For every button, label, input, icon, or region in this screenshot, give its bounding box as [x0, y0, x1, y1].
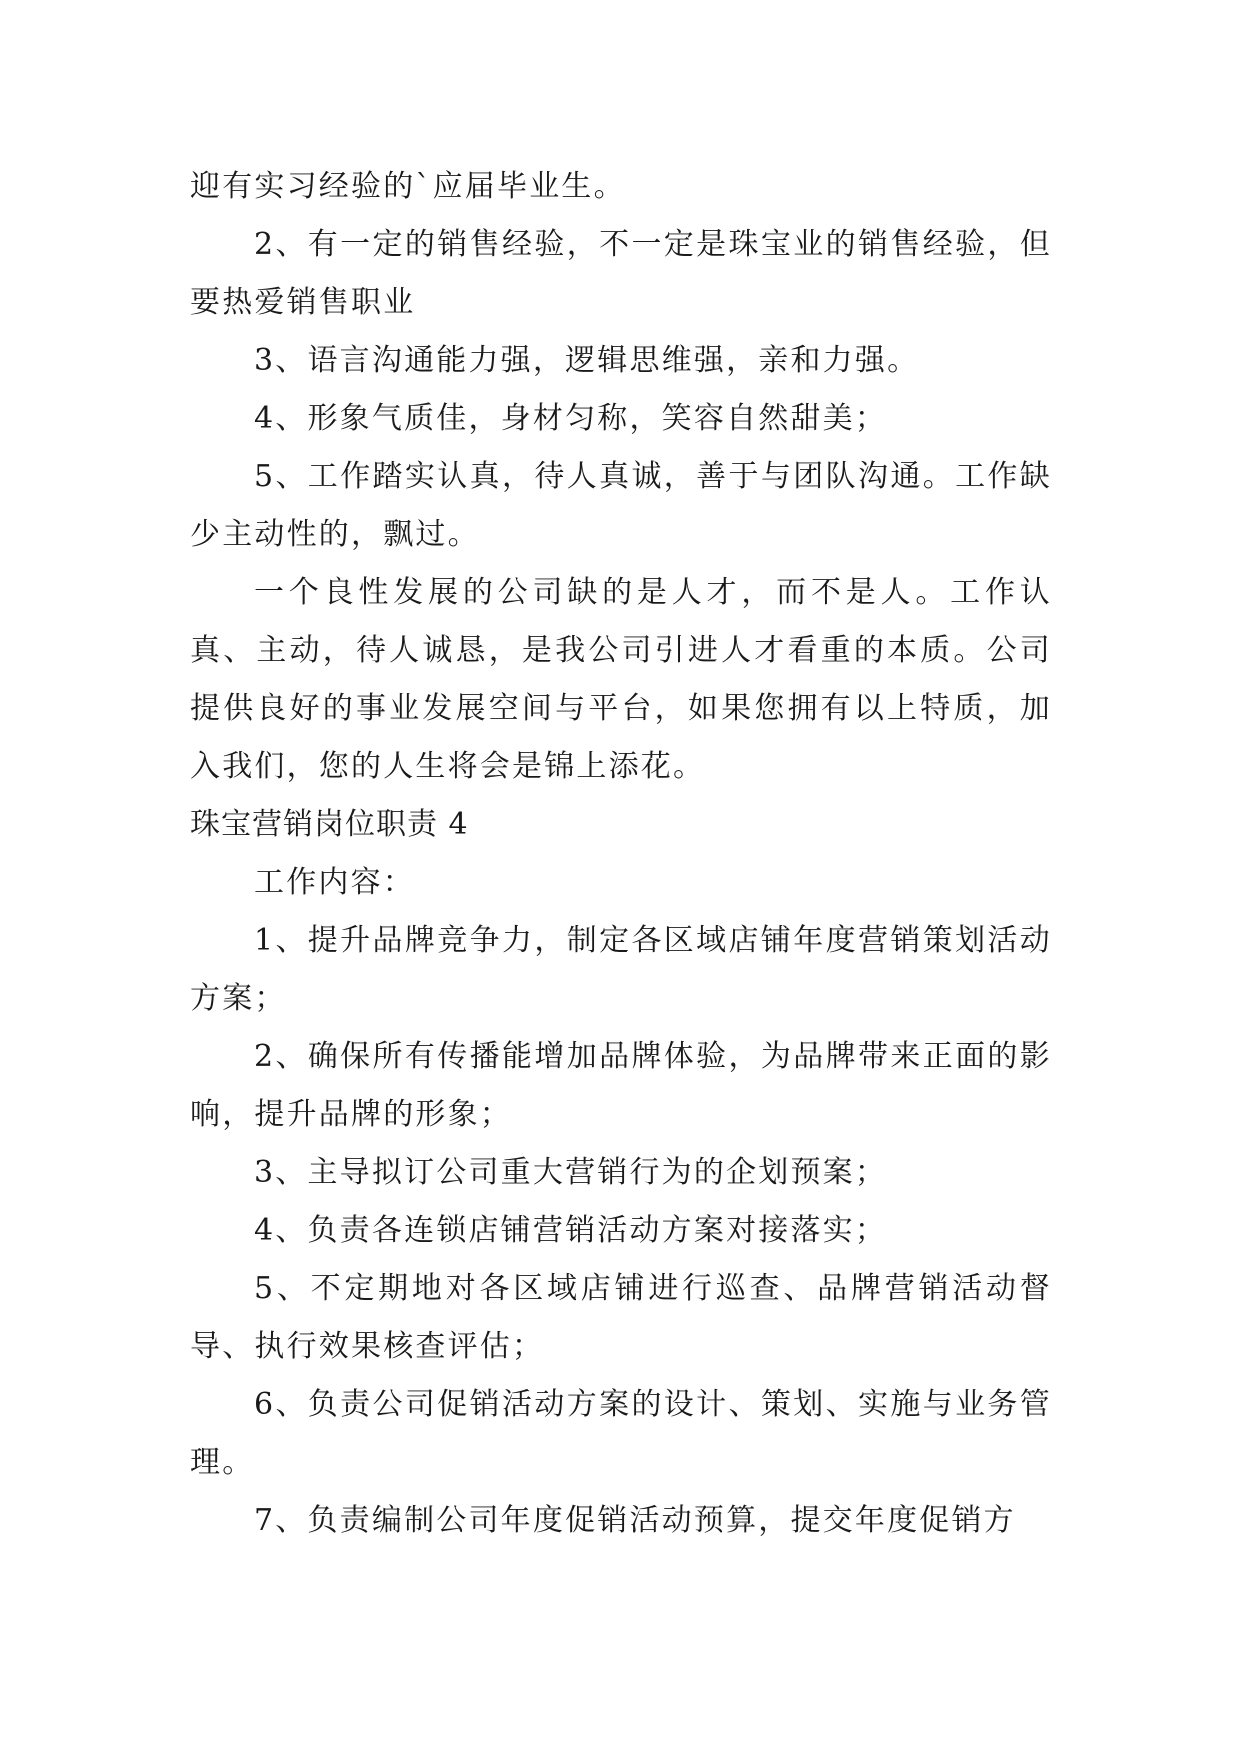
document-page	[190, 158, 1052, 1550]
duty-item-1: 1、提升品牌竞争力，制定各区域店铺年度营销策划活动方案；	[190, 923, 1052, 1016]
requirement-item-4: 4、形象气质佳，身材匀称，笑容自然甜美；	[254, 401, 888, 436]
duty-item-7: 7、负责编制公司年度促销活动预算，提交年度促销方	[254, 1503, 1016, 1538]
duty-item-3: 3、主导拟订公司重大营销行为的企划预案；	[254, 1155, 888, 1190]
duty-item-6: 6、负责公司促销活动方案的设计、策划、实施与业务管理。	[190, 1387, 1052, 1480]
requirement-item-5: 5、工作踏实认真，待人真诚，善于与团队沟通。工作缺少主动性的，飘过。	[190, 459, 1052, 552]
company-statement: 一个良性发展的公司缺的是人才，而不是人。工作认真、主动，待人诚恳，是我公司引进人才看重的本质。公司提供良好的事业发展空间与平台，如果您拥有以上特质，加入我们，您的人生将会是锦上添花。	[190, 575, 1052, 784]
duty-item-2: 2、确保所有传播能增加品牌体验，为品牌带来正面的影响，提升品牌的形象；	[190, 1039, 1052, 1132]
work-content-label: 工作内容：	[254, 865, 415, 900]
requirement-item-3: 3、语言沟通能力强，逻辑思维强，亲和力强。	[254, 343, 920, 378]
duty-item-5: 5、不定期地对各区域店铺进行巡查、品牌营销活动督导、执行效果核查评估；	[190, 1271, 1052, 1364]
paragraph-continuation: 迎有实习经验的`应届毕业生。	[190, 169, 626, 204]
section-title: 珠宝营销岗位职责 4	[190, 807, 469, 842]
requirement-item-2: 2、有一定的销售经验，不一定是珠宝业的销售经验，但要热爱销售职业	[190, 227, 1052, 320]
duty-item-4: 4、负责各连锁店铺营销活动方案对接落实；	[254, 1213, 888, 1248]
